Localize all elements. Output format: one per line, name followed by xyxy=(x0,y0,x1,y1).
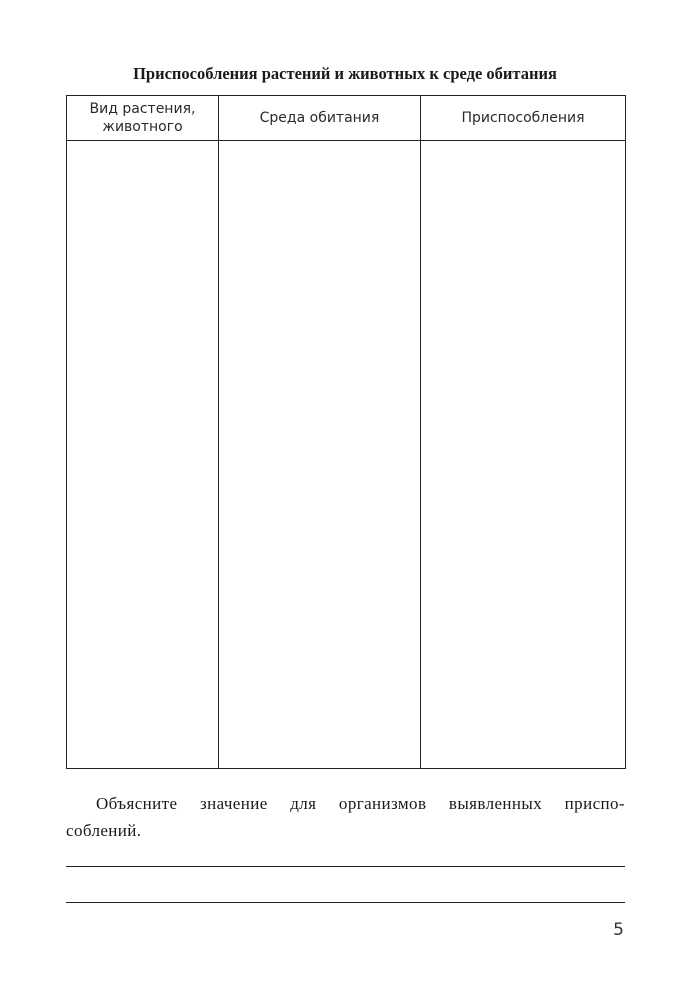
column-header-habitat-label: Среда обитания xyxy=(259,110,380,126)
species-answer-cell[interactable] xyxy=(67,141,219,769)
task-instruction-line1: Объясните значение для организмов выявленных приспо- xyxy=(96,794,625,813)
column-header-adaptations-label: Приспособления xyxy=(461,110,585,126)
column-header-habitat xyxy=(219,96,421,141)
column-header-adaptations xyxy=(421,96,626,141)
table-header-row xyxy=(67,96,626,141)
adaptations-answer-cell[interactable] xyxy=(421,141,626,769)
column-header-species-line2: животного xyxy=(102,119,183,135)
adaptations-table xyxy=(66,95,626,769)
answer-line[interactable] xyxy=(66,902,625,903)
habitat-answer-cell[interactable] xyxy=(219,141,421,769)
answer-line[interactable] xyxy=(66,866,625,867)
column-header-species xyxy=(67,96,219,141)
column-header-species-line1: Вид растения, xyxy=(89,101,196,117)
task-instruction-line2: соблений. xyxy=(66,821,142,840)
table-row xyxy=(67,141,626,769)
page-number: 5 xyxy=(613,920,624,940)
page-title: Приспособления растений и животных к среде обитания xyxy=(133,64,557,83)
task-instruction xyxy=(66,790,625,844)
